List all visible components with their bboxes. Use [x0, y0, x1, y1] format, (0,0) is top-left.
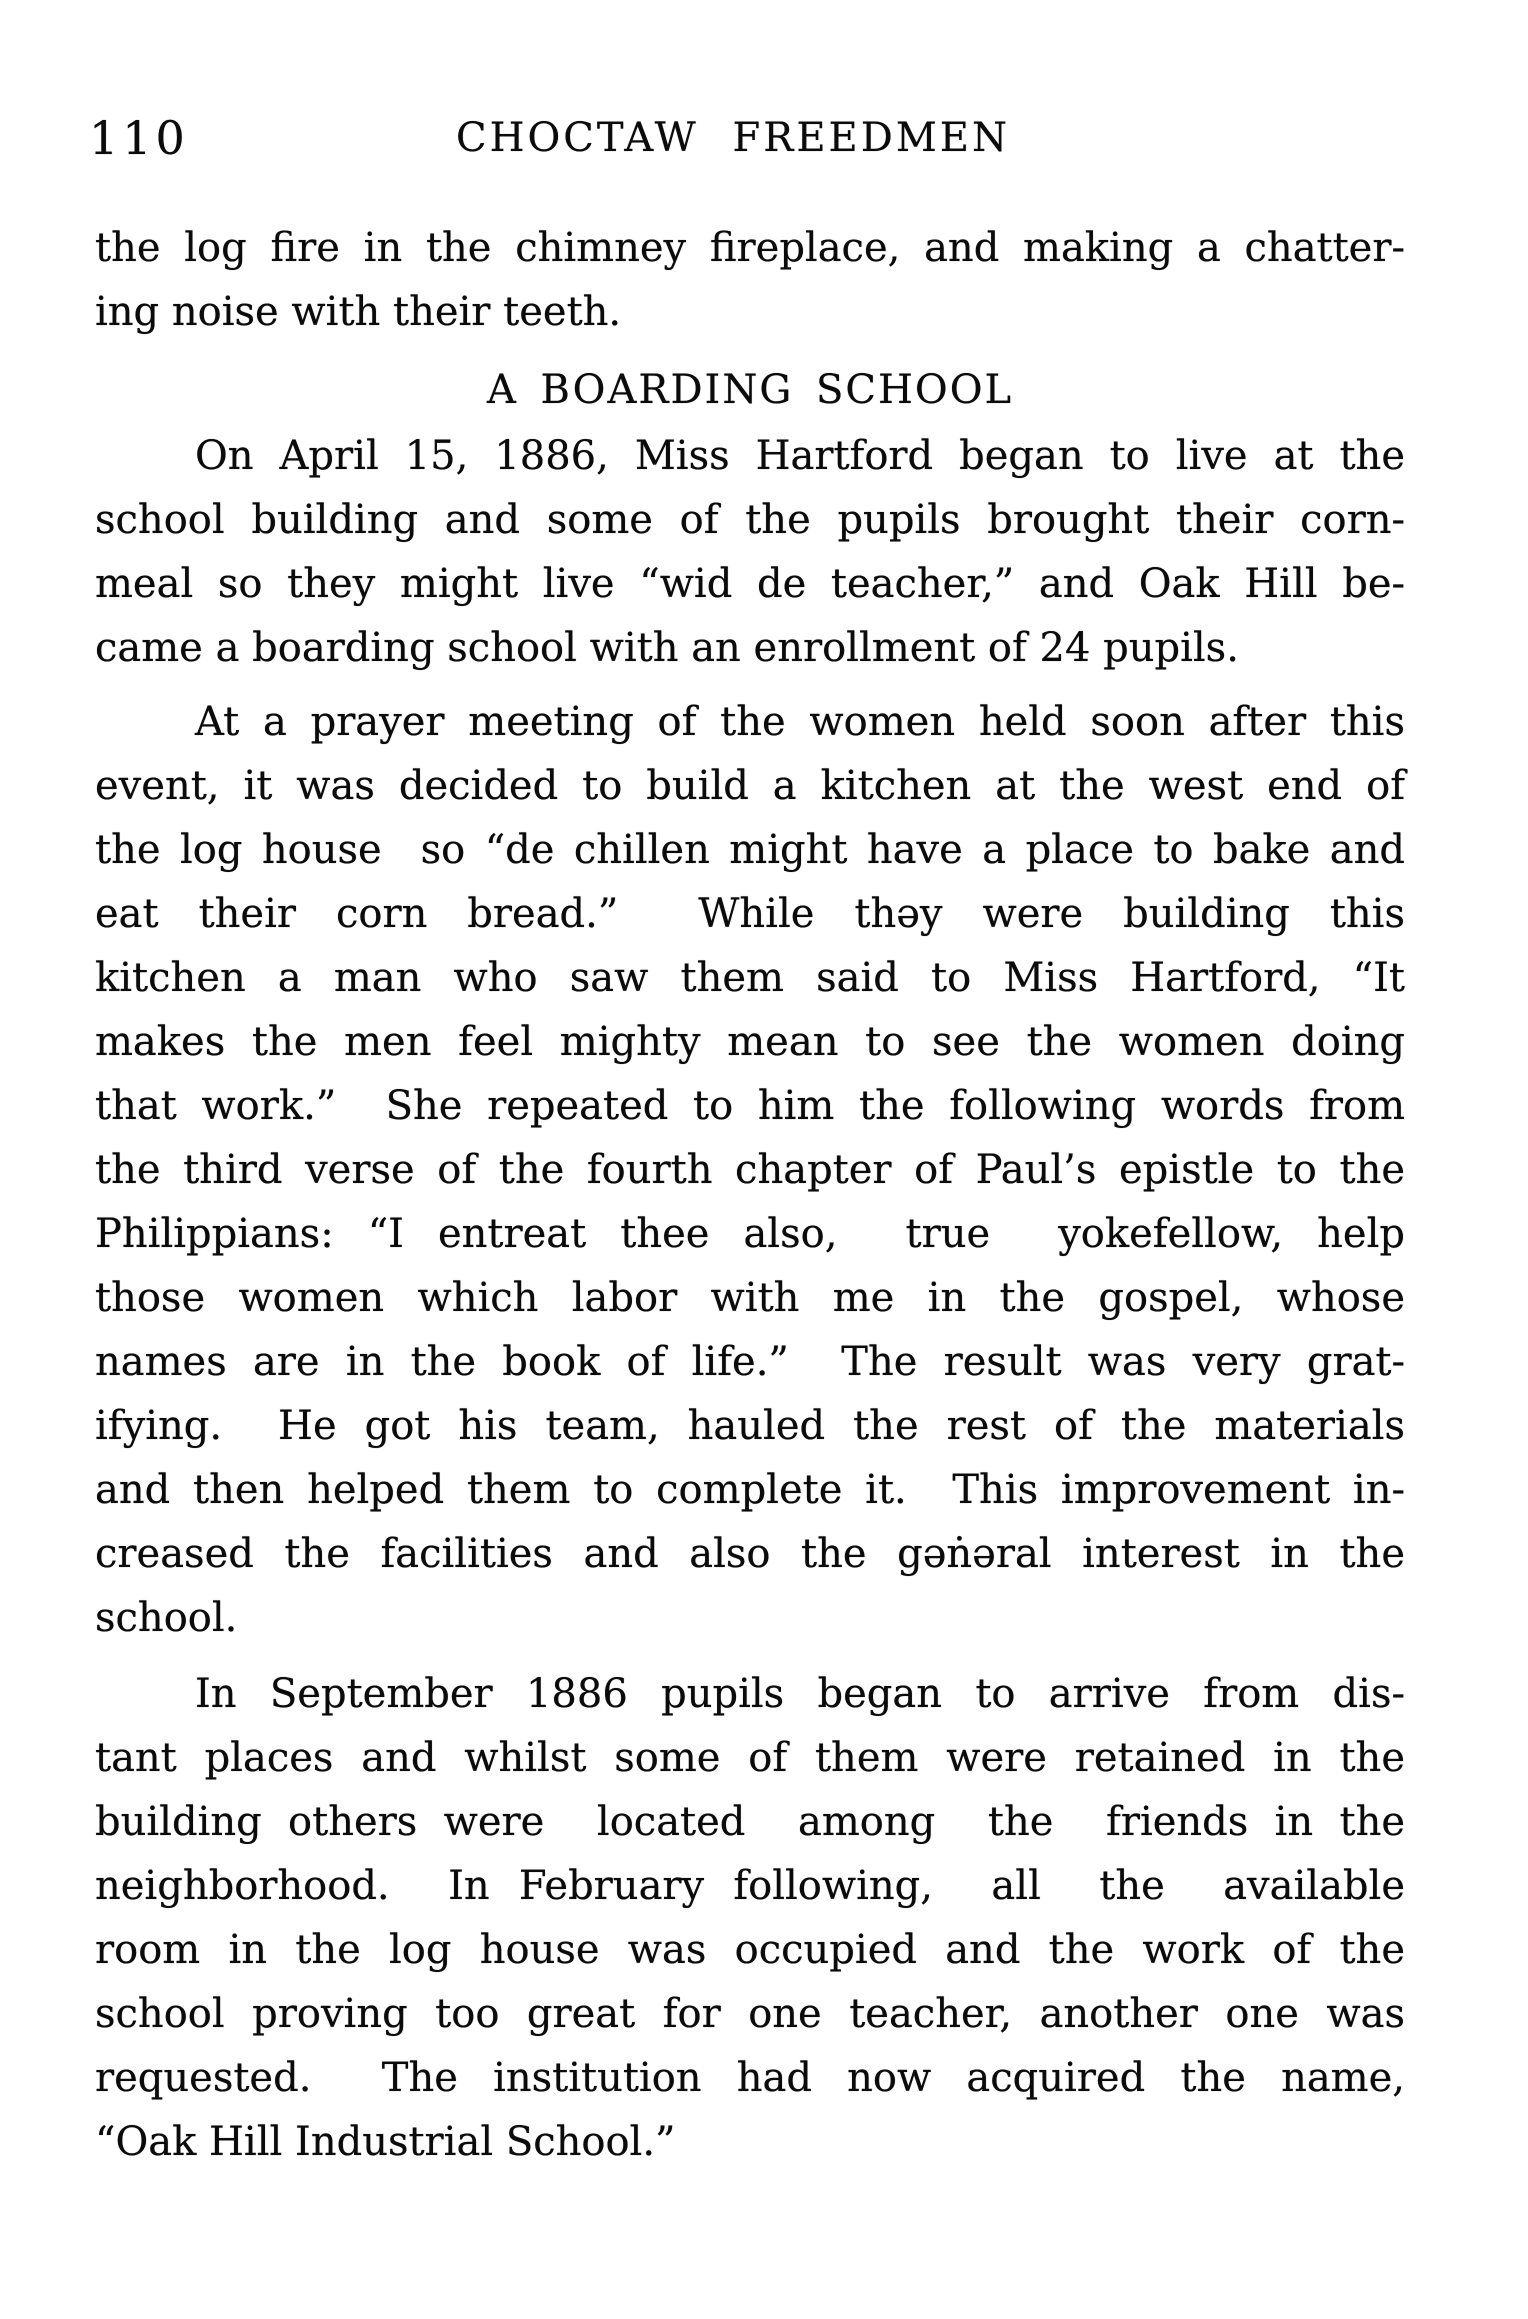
text-line: ifying. He got his team, hauled the rest of the materials	[95, 1403, 1405, 1449]
paragraph	[95, 1662, 1405, 2174]
text-line: On April 15, 1886, Miss Hartford began to live at the	[195, 433, 1405, 479]
text-line: eat their corn bread.” While thəy were building this	[95, 891, 1405, 937]
text-line: tant places and whilst some of them were retained in the	[95, 1735, 1405, 1781]
page-header	[89, 111, 1405, 176]
text-line: Philippians: “I entreat thee also, true yokefellow, help	[95, 1211, 1405, 1257]
section-heading: A BOARDING SCHOOL	[486, 367, 1014, 413]
running-title: CHOCTAW FREEDMEN	[456, 115, 1010, 161]
text-line: room in the log house was occupied and the work of the	[95, 1927, 1405, 1973]
paragraph	[95, 424, 1405, 680]
text-line: At a prayer meeting of the women held soon after this	[195, 699, 1405, 745]
text-line: event, it was decided to build a kitchen at the west end of	[95, 763, 1405, 809]
text-line: “Oak Hill Industrial School.”	[95, 2119, 676, 2165]
text-line: meal so they might live “wid de teacher,” and Oak Hill be-	[95, 561, 1405, 607]
text-line: kitchen a man who saw them said to Miss Hartford, “It	[95, 955, 1405, 1001]
text-line: the log fire in the chimney fireplace, and making a chatter-	[95, 225, 1405, 271]
paragraph	[95, 216, 1405, 344]
text-line: and then helped them to complete it. This improvement in-	[95, 1467, 1405, 1513]
paragraph	[95, 690, 1405, 1650]
text-line: school proving too great for one teacher, another one was	[95, 1991, 1405, 2037]
text-line: makes the men feel mighty mean to see the women doing	[95, 1019, 1405, 1065]
page-body	[95, 216, 1405, 2174]
text-line: school.	[95, 1595, 238, 1641]
text-line: In September 1886 pupils began to arrive from dis-	[195, 1671, 1405, 1717]
text-line: ing noise with their teeth.	[95, 289, 622, 335]
text-line: requested. The institution had now acquired the name,	[95, 2055, 1405, 2101]
text-line: names are in the book of life.” The result was very grat-	[95, 1339, 1405, 1385]
text-line: neighborhood. In February following, all the available	[95, 1863, 1405, 1909]
text-line: school building and some of the pupils brought their corn-	[95, 497, 1405, 543]
text-line: those women which labor with me in the gospel, whose	[95, 1275, 1405, 1321]
text-line: that work.” She repeated to him the following words from	[95, 1083, 1405, 1129]
text-line: creased the facilities and also the gəṅəral interest in the	[95, 1531, 1405, 1577]
page-number: 110	[89, 111, 189, 165]
text-line: the log house so “de chillen might have a place to bake and	[95, 827, 1405, 873]
text-line: came a boarding school with an enrollment of 24 pupils.	[95, 625, 1239, 671]
text-line: the third verse of the fourth chapter of Paul’s epistle to the	[95, 1147, 1405, 1193]
text-line: building others were located among the friends in the	[95, 1799, 1405, 1845]
